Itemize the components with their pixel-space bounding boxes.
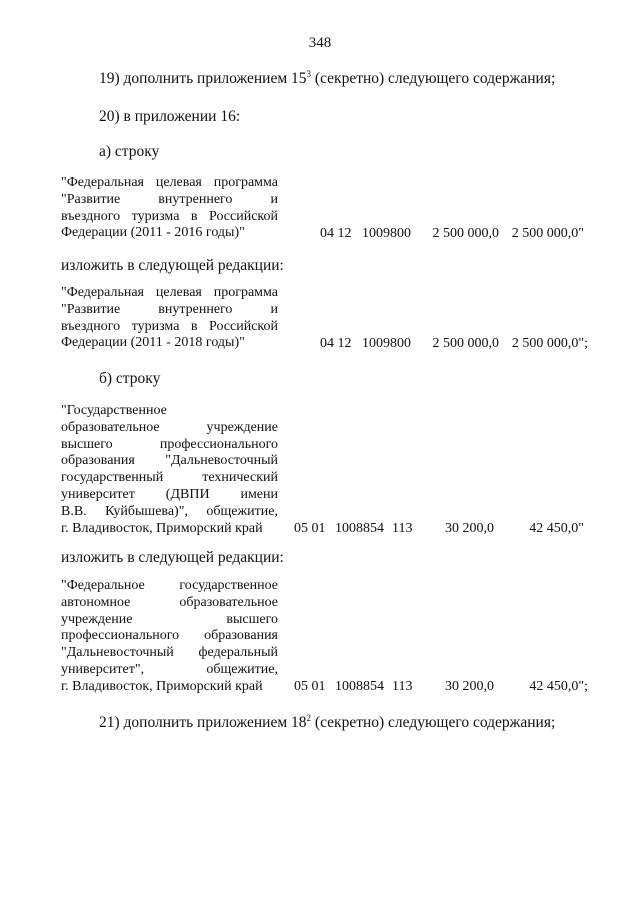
- row-b-old-code1: 05 01: [294, 521, 326, 536]
- subitem-a: а) строку: [99, 143, 160, 160]
- row-a-new-value2: 2 500 000,0";: [511, 336, 588, 351]
- row-a-new-code2: 1009800: [362, 336, 411, 351]
- row-b-old-value1: 30 200,0: [445, 521, 494, 536]
- row-b-new-name: "Федеральное государственное автономное образовательное учреждение высшего профессионального образования "Дальневосточный федеральный университет", общежитие, г. Владивосток, Приморский край: [61, 578, 278, 694]
- row-b-new-code1: 05 01: [294, 679, 326, 694]
- row-b-old-code3: 113: [392, 521, 413, 536]
- item-20: 20) в приложении 16:: [99, 108, 241, 125]
- row-b-old-value2: 42 450,0": [529, 521, 584, 536]
- edit-phrase-2: изложить в следующей редакции:: [61, 549, 284, 566]
- page-number: 348: [308, 35, 332, 51]
- row-b-new-value2: 42 450,0";: [529, 679, 588, 694]
- item-21: 21) дополнить приложением $18^2$ (секретно) следующего содержания;: [99, 712, 556, 731]
- row-b-old-code2: 1008854: [335, 521, 384, 536]
- row-b-old-name: "Государственное образовательное учреждение высшего профессионального образования "Дальневосточный государственный технический университет (ДВПИ имени В.В. Куйбышева)", общежитие, г. Владивосток, Приморский край: [61, 403, 278, 536]
- row-a-old-code2: 1009800: [362, 226, 411, 241]
- item-19: 19) дополнить приложением $15^3$ (секретно) следующего содержания;: [99, 68, 556, 87]
- row-a-old-code1: 04 12: [320, 226, 352, 241]
- row-a-new-name: "Федеральная целевая программа "Развитие внутреннего и въездного туризма в Российской Федерации (2011 - 2018 годы)": [61, 285, 278, 351]
- row-b-new-value1: 30 200,0: [445, 679, 494, 694]
- row-b-new-code3: 113: [392, 679, 413, 694]
- row-a-new-code1: 04 12: [320, 336, 352, 351]
- row-a-old-name: "Федеральная целевая программа "Развитие внутреннего и въездного туризма в Российской Федерации (2011 - 2016 годы)": [61, 175, 278, 241]
- row-b-new-code2: 1008854: [335, 679, 384, 694]
- subitem-b: б) строку: [99, 370, 161, 387]
- row-a-old-value1: 2 500 000,0: [432, 226, 499, 241]
- edit-phrase-1: изложить в следующей редакции:: [61, 257, 284, 274]
- row-a-old-value2: 2 500 000,0": [511, 226, 584, 241]
- row-a-new-value1: 2 500 000,0: [432, 336, 499, 351]
